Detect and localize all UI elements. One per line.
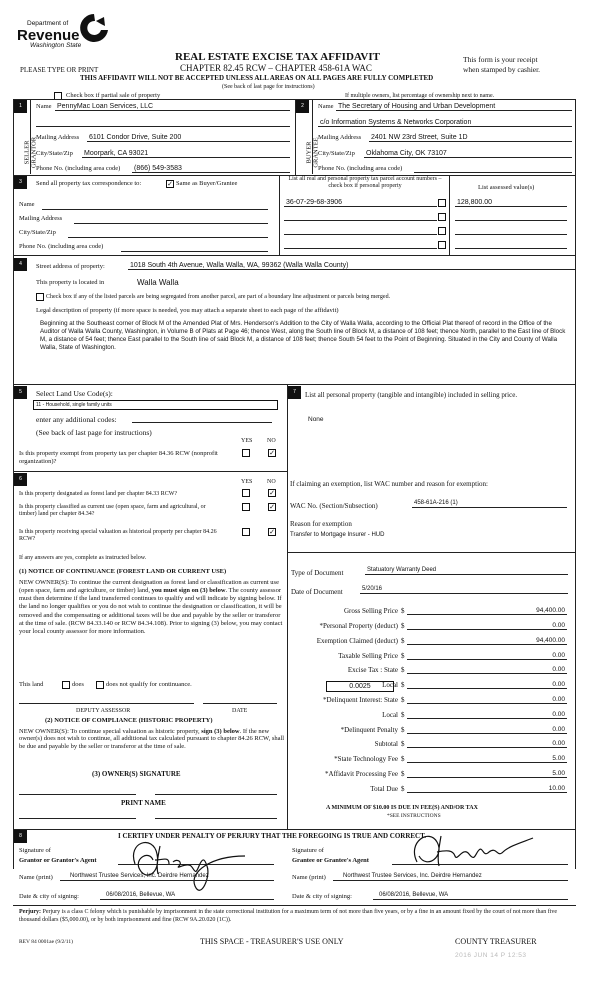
parcel-3[interactable] [284,226,437,235]
grantor-date-field[interactable]: 06/08/2016, Bellevue, WA [100,891,274,900]
currency-sign: $ [401,696,405,704]
if-yes-note: If any answers are yes, complete as instructed below. [19,555,147,561]
notice-continuance-title: (1) NOTICE OF CONTINUANCE (FOREST LAND OR CURRENT USE) [19,568,227,575]
amount-value[interactable]: 0.00 [407,739,567,748]
personal-property-checkbox-2[interactable] [438,213,446,221]
does-not-qualify-checkbox[interactable] [96,681,104,689]
nonprofit-question: Is this property exempt from property tax per chapter 84.36 RCW (nonprofit organization)? [19,450,218,465]
divider [13,905,576,906]
date-label: DATE [232,708,248,714]
assessed-header: List assessed value(s) [478,184,535,191]
treasurer-space-label: THIS SPACE - TREASURER'S USE ONLY [200,937,344,946]
name-print-label: Name (print) [19,874,53,881]
personal-property-checkbox-3[interactable] [438,227,446,235]
dor-swirl-icon [78,12,110,46]
signature-of-label: Signature of [19,847,51,854]
land-use-label: Select Land Use Code(s): [36,389,113,398]
additional-codes-field[interactable] [132,422,272,423]
exemption-label: If claiming an exemption, list WAC number and reason for exemption: [290,480,488,488]
amount-value[interactable]: 0.00 [407,680,567,689]
does-label: does [72,681,84,688]
amount-label: Taxable Selling Price [338,652,398,660]
amount-value[interactable]: 94,400.00 [407,636,567,645]
same-as-buyer-checkbox[interactable]: ✓ [167,180,173,188]
segregated-checkbox[interactable] [36,293,44,301]
section-6-badge: 6 [14,473,27,486]
grantee-city-field[interactable]: Oklahoma City, OK 73107 [364,149,572,158]
currency-sign: $ [401,770,405,778]
parcel-2[interactable] [284,212,437,221]
mail-label: Mailing Address [36,134,80,141]
please-type: PLEASE TYPE OR PRINT [20,66,99,74]
grantor-name2-field[interactable] [36,118,290,127]
amount-value[interactable]: 0.00 [407,725,567,734]
doc-date-field[interactable]: 5/20/16 [360,585,568,594]
reason-value: Transfer to Mortgage Insurer - HUD [290,532,385,538]
personal-property-checkbox-1[interactable] [438,199,446,207]
grantor-name-field[interactable]: PennyMac Loan Services, LLC [55,102,290,111]
located-value: Walla Walla [137,278,179,287]
assessor-date-line[interactable] [203,703,277,704]
amount-value[interactable]: 94,400.00 [407,606,567,615]
currency-sign: $ [401,740,405,748]
amount-label: Excise Tax : State [347,666,398,674]
city-label: City/State/Zip [19,229,56,236]
currency-sign: $ [401,681,405,689]
historic-yes-checkbox[interactable] [242,528,250,536]
grantee-phone-field[interactable] [414,164,572,173]
currency-sign: $ [401,652,405,660]
grantee-print-name-field[interactable]: Northwest Trustee Services, Inc. Deirdre Hernandez [333,872,568,881]
currency-sign: $ [401,785,405,793]
grantee-agent-label: Grantee or Grantee's Agent [292,857,369,864]
form-title: REAL ESTATE EXCISE TAX AFFIDAVIT [175,51,380,63]
wac-label: WAC No. (Section/Subsection) [290,502,378,510]
street-address-field[interactable]: 1018 South 4th Avenue, Walla Walla, WA, 99362 (Walla Walla County) [128,261,576,270]
city-label: City/State/Zip [36,150,73,157]
treasurer-stamp: 2016 JUN 14 P 12:53 [455,952,527,959]
date-city-label: Date & city of signing: [19,893,79,900]
amount-label: *Affidavit Processing Fee [325,770,398,778]
partial-sale-label: Check box if partial sale of property [66,92,161,99]
currency-sign: $ [401,755,405,763]
corr-city-field[interactable] [68,237,268,238]
grantee-mail-field[interactable]: 2401 NW 23rd Street, Suite 1D [369,133,572,142]
amount-label: Gross Selling Price [343,607,398,615]
notice-compliance-text: NEW OWNER(S): To continue special valuation as historic property, sign (3) below. If the new owner(s) does not wish to continue, all additional tax calculated pursuant to chapter 84.26 RCW, shall be due and payable by the seller or transferor at the time of sale. [19,728,285,750]
divider [449,175,450,255]
currency-sign: $ [401,666,405,674]
parcel-1[interactable]: 36-07-29-68-3906 [284,198,437,207]
grantor-city-field[interactable]: Moorpark, CA 93021 [82,149,290,158]
corr-phone-field[interactable] [121,251,268,252]
same-as-buyer-label: Same as Buyer/Grantee [176,180,238,187]
amount-label: Local [382,681,398,689]
parcel-header: List all real and personal property tax parcel account numbers – check box if personal property [288,176,442,190]
logo-line1: Department of [27,20,69,27]
signature-of-label: Signature of [292,847,324,854]
minimum-note: A MINIMUM OF $10.00 IS DUE IN FEE(S) AND/OR TAX [326,805,478,811]
county-treasurer-label: COUNTY TREASURER [455,937,537,946]
section-7-badge: 7 [288,386,301,399]
amount-value[interactable]: 5.00 [407,769,567,778]
print-name-line[interactable] [19,818,136,819]
grantee-name2-field[interactable]: c/o Information Systems & Networks Corporation [318,118,572,127]
legal-label: Legal description of property (if more space is needed, you may attach a separate sheet to each page of the affidavit) [36,307,339,314]
logo-line2: Revenue [17,27,80,44]
receipt-note-2: when stamped by cashier. [463,65,541,74]
owner-signature-line[interactable] [19,794,136,795]
does-qualify-checkbox[interactable] [62,681,70,689]
this-land-label: This land [19,681,44,688]
divider [287,552,576,553]
assessed-value-2[interactable] [455,212,567,221]
amount-label: *Personal Property (deduct) [319,622,398,630]
buyer-grantee-label: BUYER GRANTEE [305,137,319,168]
name-label: Name [318,103,334,110]
amount-value[interactable]: 0.00 [407,651,567,660]
deputy-assessor-signature-line[interactable] [19,703,194,704]
doc-type-field[interactable]: Statuatory Warranty Deed [365,566,568,575]
owner-signature-line-2[interactable] [155,794,277,795]
forest-yes-checkbox[interactable] [242,489,250,497]
segregated-label: Check box if any of the listed parcels are being segregated from another parcel, are part of a boundary line adjustment or parcels being merged. [46,294,391,300]
print-name-label: PRINT NAME [121,799,166,807]
forest-no-checkbox[interactable]: ✓ [269,489,275,497]
street-label: Street address of property: [36,263,105,270]
amount-value[interactable]: 5.00 [407,754,567,763]
amount-value[interactable]: 0.00 [407,621,567,630]
current-use-question: Is this property classified as current use (open space, farm and agricultural, or timber) land per chapter 84.34? [19,504,206,518]
reason-label: Reason for exemption [290,520,352,528]
forest-question: Is this property designated as forest land per chapter 84.33 RCW? [19,491,178,497]
section-8-badge: 8 [14,830,27,843]
amount-value[interactable]: 10.00 [407,784,567,793]
divider [13,255,576,256]
date-city-label: Date & city of signing: [292,893,352,900]
personal-property-value: None [308,416,324,423]
yes-header: YES [241,438,253,444]
certify-statement: I CERTIFY UNDER PENALTY OF PERJURY THAT THE FOREGOING IS TRUE AND CORRECT. [118,832,427,840]
receipt-note-1: This form is your receipt [463,55,538,64]
mail-label: Mailing Address [318,134,362,141]
currency-sign: $ [401,622,405,630]
grantee-date-field[interactable]: 06/08/2016, Bellevue, WA [373,891,568,900]
currency-sign: $ [401,711,405,719]
section-3-badge: 3 [14,176,27,189]
multiple-owners-note: If multiple owners, list percentage of ownership next to name. [345,93,495,99]
located-label: This property is located in [36,279,105,286]
grantor-mail-field[interactable]: 6101 Condor Drive, Suite 200 [87,133,290,142]
amount-label: Total Due [370,785,398,793]
nonprofit-no-checkbox[interactable]: ✓ [269,449,275,457]
section-4-badge: 4 [14,258,27,271]
revision-code: REV 84 0001ae (9/2/11) [19,939,73,945]
logo-line3: Washington State [30,42,82,49]
no-header: NO [267,438,276,444]
see-back-5: (See back of last page for instructions) [36,428,152,437]
no-header: NO [267,479,276,485]
amount-label: *Delinquent Interest: State [322,696,398,704]
assessed-value-1[interactable]: 128,800.00 [455,198,567,207]
historic-question: Is this property receiving special valuation as historical property per chapter 84.26 RCW? [19,529,217,543]
does-not-label: does not qualify for continuance. [106,681,192,688]
mail-label: Mailing Address [19,215,63,222]
print-name-line-2[interactable] [155,818,277,819]
parcel-4[interactable] [284,240,437,249]
notice-compliance-title: (2) NOTICE OF COMPLIANCE (HISTORIC PROPERTY) [45,717,213,724]
section-1-badge: 1 [14,100,27,113]
section-5-badge: 5 [14,386,27,399]
current-use-no-checkbox[interactable]: ✓ [269,503,275,511]
amount-label: *State Technology Fee [334,755,398,763]
divider [279,175,280,255]
seller-grantor-label: SELLER GRANTOR [23,136,37,169]
grantee-signature-icon [395,828,545,873]
legal-description: Beginning at the Southeast corner of Block M of the Amended Plat of Mrs. Henderson's Addition to the City of Walla Walla, according to the Official Plat thereof of record in the Office of the Auditor of Walla Walla County, Washington, in Volume B of Plats at Page 46; thence West, along the South line of Block M, a distance of 108 feet; thence North, parallel to the East line of Block M, a distance of 54 feet; thence East parallel to the South line of said Block M, a distance of 108 feet; thence South 54 feet to the Point of Beginning. Situated in the City and County of Walla Walla, State of Washington. [40,320,566,351]
amount-label: Local [382,711,398,719]
grantor-agent-label: Grantor or Grantor's Agent [19,857,97,864]
amount-value[interactable]: 0.00 [407,665,567,674]
grantor-phone-field[interactable]: (866) 549-3583 [132,164,290,173]
see-back: (See back of last page for instructions) [222,84,315,90]
section-2-badge: 2 [296,100,309,113]
nonprofit-yes-checkbox[interactable] [242,449,250,457]
see-instructions: *SEE INSTRUCTIONS [387,813,441,819]
divider [13,384,576,385]
amount-label: *Delinquent Penalty [340,726,398,734]
current-use-yes-checkbox[interactable] [242,503,250,511]
currency-sign: $ [401,726,405,734]
name-label: Name [36,103,52,110]
amount-label: Subtotal [374,740,398,748]
phone-label: Phone No. (including area code) [19,243,104,250]
owner-signature-label: (3) OWNER(S) SIGNATURE [92,770,181,778]
grantee-name-field[interactable]: The Secretary of Housing and Urban Development [336,102,572,111]
send-correspondence-label: Send all property tax correspondence to: [36,180,142,187]
yes-header: YES [241,479,253,485]
name-label: Name [19,201,35,208]
notice-continuance-text: NEW OWNER(S): To continue the current designation as forest land or classification as current use (open space, farm and agriculture, or timber) land, you must sign on (3) below. The county assessor must then determine if the land transferred continues to qualify and will indicate by signing below. If the land no longer qualifies or you do not wish to continue the designation or classification, it will be removed and the compensating or additional taxes will be due and payable by the seller or transferor at the time of sale. (RCW 84.33.140 or RCW 84.34.108). Prior to signing (3) below, you may contact your local county assessor for more information. [19,579,283,635]
deputy-assessor-label: DEPUTY ASSESSOR [76,708,131,714]
currency-sign: $ [401,637,405,645]
amount-label: Exemption Claimed (deduct) [316,637,398,645]
land-use-select[interactable]: 11 - Household, single family units [33,400,278,410]
perjury-notice: Perjury: Perjury is a class C felony which is punishable by imprisonment in the state correctional institution for a maximum term of not more than five years, or by a fine in an amount fixed by the court of not more than five thousand dollars ($5,000.00), or by both imprisonment and fine (RCW 9A.20.020 (1C)). [19,909,558,923]
local-rate-field[interactable]: 0.0025 [326,681,394,692]
doc-type-label: Type of Document [291,569,344,577]
amount-value[interactable]: 0.00 [407,695,567,704]
divider [13,471,287,472]
personal-property-label: List all personal property (tangible and intangible) included in selling price. [305,391,518,399]
name-print-label: Name (print) [292,874,326,881]
historic-no-checkbox[interactable]: ✓ [269,528,275,536]
phone-label: Phone No. (including area code) [318,165,403,172]
additional-codes-label: enter any additional codes: [36,415,117,424]
divider [287,384,288,830]
wac-field[interactable]: 458-61A-216 (1) [412,499,567,508]
warning: THIS AFFIDAVIT WILL NOT BE ACCEPTED UNLESS ALL AREAS ON ALL PAGES ARE FULLY COMPLETED [80,74,434,82]
amount-value[interactable]: 0.00 [407,710,567,719]
currency-sign: $ [401,607,405,615]
corr-mail-field[interactable] [74,223,268,224]
personal-property-checkbox-4[interactable] [438,241,446,249]
grantor-print-name-field[interactable]: Northwest Trustee Services, Inc. Deirdre Hernandez [60,872,274,881]
assessed-value-4[interactable] [455,240,567,249]
corr-name-field[interactable] [42,209,268,210]
city-label: City/State/Zip [318,150,355,157]
doc-date-label: Date of Document [291,588,343,596]
assessed-value-3[interactable] [455,226,567,235]
form-subtitle: CHAPTER 82.45 RCW – CHAPTER 458-61A WAC [180,63,372,73]
phone-label: Phone No. (including area code) [36,165,121,172]
grantor-signature-icon [115,834,255,899]
